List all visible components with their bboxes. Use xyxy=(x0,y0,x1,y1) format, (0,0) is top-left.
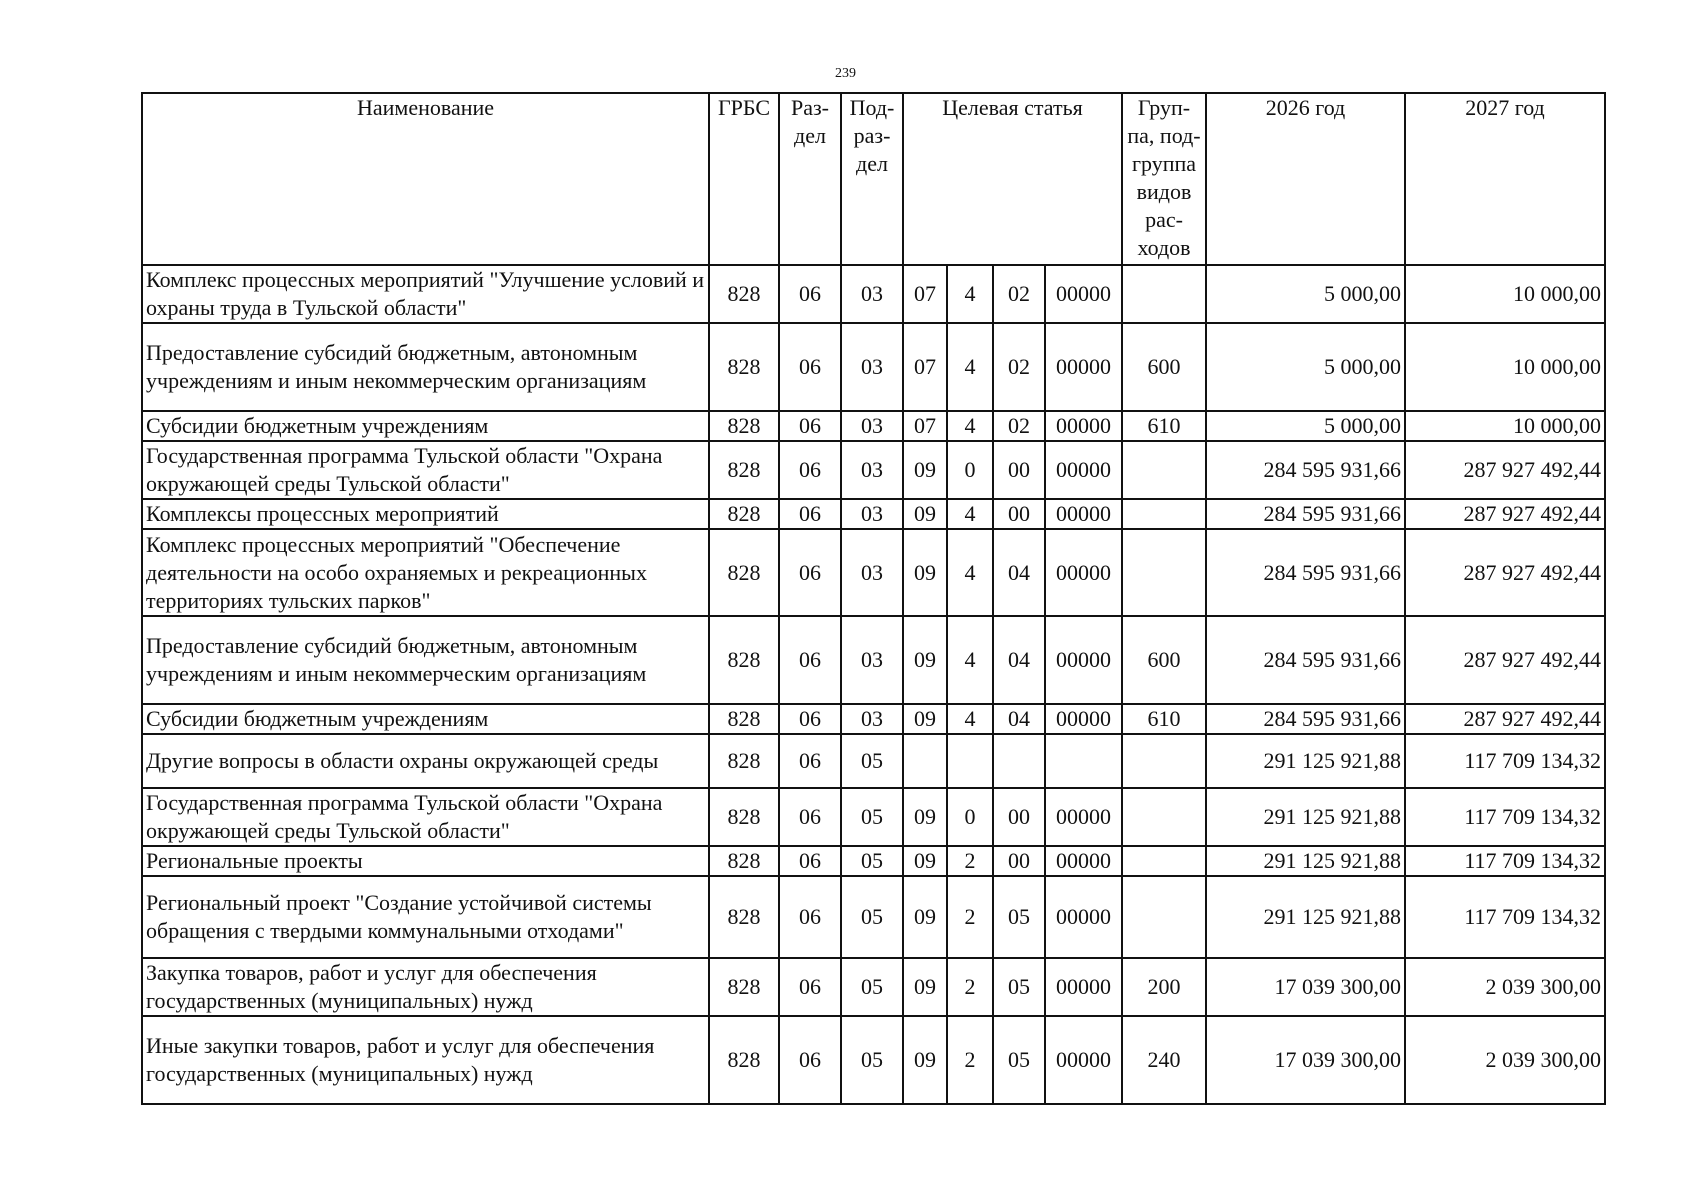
row-podrazdel: 05 xyxy=(841,788,903,846)
row-expense-group xyxy=(1122,499,1206,529)
row-expense-group: 600 xyxy=(1122,616,1206,704)
row-razdel: 06 xyxy=(779,734,841,788)
row-razdel: 06 xyxy=(779,788,841,846)
row-target-subprogram: 04 xyxy=(993,616,1045,704)
row-target-subprogram: 05 xyxy=(993,1016,1045,1104)
row-target-subprogram xyxy=(993,734,1045,788)
row-target-direction: 00000 xyxy=(1045,704,1122,734)
row-target-type: 4 xyxy=(947,529,993,616)
row-grbs: 828 xyxy=(709,788,779,846)
row-amount-2027: 117 709 134,32 xyxy=(1405,788,1605,846)
row-target-program: 09 xyxy=(903,529,947,616)
row-podrazdel: 05 xyxy=(841,734,903,788)
row-grbs: 828 xyxy=(709,958,779,1016)
row-grbs: 828 xyxy=(709,441,779,499)
row-target-subprogram: 02 xyxy=(993,411,1045,441)
header-expense-group: Груп- па, под- группа видов рас- ходов xyxy=(1122,93,1206,265)
row-podrazdel: 05 xyxy=(841,876,903,958)
row-target-subprogram: 00 xyxy=(993,441,1045,499)
row-podrazdel: 03 xyxy=(841,265,903,323)
row-amount-2026: 17 039 300,00 xyxy=(1206,1016,1405,1104)
row-grbs: 828 xyxy=(709,616,779,704)
row-target-subprogram: 04 xyxy=(993,704,1045,734)
row-target-type: 0 xyxy=(947,441,993,499)
row-target-program: 09 xyxy=(903,788,947,846)
row-amount-2027: 287 927 492,44 xyxy=(1405,529,1605,616)
row-name: Предоставление субсидий бюджетным, автономным учреждениям и иным некоммерческим организациям xyxy=(142,323,709,411)
row-name: Закупка товаров, работ и услуг для обеспечения государственных (муниципальных) нужд xyxy=(142,958,709,1016)
row-podrazdel: 03 xyxy=(841,529,903,616)
row-target-direction: 00000 xyxy=(1045,788,1122,846)
row-amount-2026: 291 125 921,88 xyxy=(1206,846,1405,876)
row-target-type: 4 xyxy=(947,265,993,323)
row-expense-group xyxy=(1122,734,1206,788)
row-target-direction xyxy=(1045,734,1122,788)
table-row xyxy=(142,265,1605,323)
table-row xyxy=(142,846,1605,876)
row-razdel: 06 xyxy=(779,876,841,958)
row-grbs: 828 xyxy=(709,1016,779,1104)
row-podrazdel: 03 xyxy=(841,704,903,734)
row-amount-2026: 284 595 931,66 xyxy=(1206,529,1405,616)
row-podrazdel: 05 xyxy=(841,1016,903,1104)
row-target-type: 4 xyxy=(947,323,993,411)
row-target-program: 09 xyxy=(903,876,947,958)
row-target-direction: 00000 xyxy=(1045,958,1122,1016)
row-grbs: 828 xyxy=(709,704,779,734)
row-amount-2026: 284 595 931,66 xyxy=(1206,616,1405,704)
row-target-direction: 00000 xyxy=(1045,441,1122,499)
row-target-subprogram: 04 xyxy=(993,529,1045,616)
table-row xyxy=(142,499,1605,529)
table-row xyxy=(142,411,1605,441)
row-razdel: 06 xyxy=(779,265,841,323)
row-target-direction: 00000 xyxy=(1045,499,1122,529)
row-expense-group: 200 xyxy=(1122,958,1206,1016)
row-target-direction: 00000 xyxy=(1045,411,1122,441)
row-grbs: 828 xyxy=(709,846,779,876)
header-target-article: Целевая статья xyxy=(903,93,1122,265)
row-target-program: 09 xyxy=(903,616,947,704)
header-grbs: ГРБС xyxy=(709,93,779,265)
table-row xyxy=(142,704,1605,734)
header-year-2027: 2027 год xyxy=(1405,93,1605,265)
table-row xyxy=(142,1016,1605,1104)
row-grbs: 828 xyxy=(709,265,779,323)
row-razdel: 06 xyxy=(779,958,841,1016)
row-target-subprogram: 00 xyxy=(993,788,1045,846)
row-amount-2026: 284 595 931,66 xyxy=(1206,441,1405,499)
row-name: Комплекс процессных мероприятий "Улучшение условий и охраны труда в Тульской области" xyxy=(142,265,709,323)
row-target-program: 09 xyxy=(903,441,947,499)
row-amount-2027: 10 000,00 xyxy=(1405,411,1605,441)
row-target-direction: 00000 xyxy=(1045,1016,1122,1104)
row-amount-2027: 10 000,00 xyxy=(1405,265,1605,323)
row-name: Иные закупки товаров, работ и услуг для обеспечения государственных (муниципальных) нужд xyxy=(142,1016,709,1104)
row-target-program: 07 xyxy=(903,323,947,411)
row-name: Государственная программа Тульской области "Охрана окружающей среды Тульской области" xyxy=(142,441,709,499)
row-target-direction: 00000 xyxy=(1045,876,1122,958)
row-expense-group: 610 xyxy=(1122,704,1206,734)
row-razdel: 06 xyxy=(779,441,841,499)
row-amount-2026: 284 595 931,66 xyxy=(1206,499,1405,529)
row-target-subprogram: 02 xyxy=(993,323,1045,411)
budget-table xyxy=(141,92,1606,1105)
row-amount-2027: 117 709 134,32 xyxy=(1405,734,1605,788)
table-row xyxy=(142,529,1605,616)
table-row xyxy=(142,323,1605,411)
row-target-program: 07 xyxy=(903,265,947,323)
table-row xyxy=(142,616,1605,704)
row-name: Комплексы процессных мероприятий xyxy=(142,499,709,529)
row-podrazdel: 05 xyxy=(841,958,903,1016)
row-target-type: 0 xyxy=(947,788,993,846)
table-row xyxy=(142,441,1605,499)
header-razdel: Раз- дел xyxy=(779,93,841,265)
row-target-type: 4 xyxy=(947,616,993,704)
row-target-program: 07 xyxy=(903,411,947,441)
row-expense-group xyxy=(1122,529,1206,616)
row-grbs: 828 xyxy=(709,876,779,958)
row-grbs: 828 xyxy=(709,734,779,788)
row-target-subprogram: 00 xyxy=(993,846,1045,876)
row-amount-2027: 287 927 492,44 xyxy=(1405,441,1605,499)
row-expense-group: 240 xyxy=(1122,1016,1206,1104)
row-amount-2027: 117 709 134,32 xyxy=(1405,846,1605,876)
row-name: Комплекс процессных мероприятий "Обеспечение деятельности на особо охраняемых и рекреационных территориях тульских парков" xyxy=(142,529,709,616)
row-name: Предоставление субсидий бюджетным, автономным учреждениям и иным некоммерческим организациям xyxy=(142,616,709,704)
row-target-direction: 00000 xyxy=(1045,529,1122,616)
row-grbs: 828 xyxy=(709,323,779,411)
row-target-type: 2 xyxy=(947,958,993,1016)
row-razdel: 06 xyxy=(779,704,841,734)
table-row xyxy=(142,788,1605,846)
row-target-program: 09 xyxy=(903,499,947,529)
row-razdel: 06 xyxy=(779,529,841,616)
row-target-subprogram: 05 xyxy=(993,958,1045,1016)
row-name: Субсидии бюджетным учреждениям xyxy=(142,411,709,441)
row-amount-2027: 287 927 492,44 xyxy=(1405,616,1605,704)
row-target-program: 09 xyxy=(903,704,947,734)
row-amount-2026: 291 125 921,88 xyxy=(1206,876,1405,958)
row-grbs: 828 xyxy=(709,411,779,441)
row-razdel: 06 xyxy=(779,411,841,441)
row-expense-group xyxy=(1122,265,1206,323)
row-target-type: 2 xyxy=(947,1016,993,1104)
row-amount-2027: 287 927 492,44 xyxy=(1405,499,1605,529)
row-name: Государственная программа Тульской области "Охрана окружающей среды Тульской области" xyxy=(142,788,709,846)
row-target-subprogram: 00 xyxy=(993,499,1045,529)
row-expense-group xyxy=(1122,788,1206,846)
row-grbs: 828 xyxy=(709,529,779,616)
row-amount-2027: 2 039 300,00 xyxy=(1405,958,1605,1016)
row-razdel: 06 xyxy=(779,616,841,704)
row-amount-2027: 2 039 300,00 xyxy=(1405,1016,1605,1104)
row-podrazdel: 03 xyxy=(841,441,903,499)
row-expense-group: 600 xyxy=(1122,323,1206,411)
table-body xyxy=(142,265,1605,1104)
row-target-type: 2 xyxy=(947,846,993,876)
row-amount-2026: 291 125 921,88 xyxy=(1206,788,1405,846)
row-target-program: 09 xyxy=(903,1016,947,1104)
table-row xyxy=(142,876,1605,958)
row-name: Субсидии бюджетным учреждениям xyxy=(142,704,709,734)
header-year-2026: 2026 год xyxy=(1206,93,1405,265)
row-amount-2026: 284 595 931,66 xyxy=(1206,704,1405,734)
row-target-subprogram: 05 xyxy=(993,876,1045,958)
row-target-program: 09 xyxy=(903,846,947,876)
header-podrazdel: Под- раз- дел xyxy=(841,93,903,265)
row-podrazdel: 03 xyxy=(841,411,903,441)
row-grbs: 828 xyxy=(709,499,779,529)
row-amount-2026: 5 000,00 xyxy=(1206,411,1405,441)
row-amount-2026: 17 039 300,00 xyxy=(1206,958,1405,1016)
page-number: 239 xyxy=(835,66,856,81)
row-amount-2026: 5 000,00 xyxy=(1206,265,1405,323)
row-expense-group xyxy=(1122,876,1206,958)
header-name: Наименование xyxy=(142,93,709,265)
row-razdel: 06 xyxy=(779,323,841,411)
row-target-type: 4 xyxy=(947,411,993,441)
row-target-type: 4 xyxy=(947,499,993,529)
row-razdel: 06 xyxy=(779,499,841,529)
row-name: Региональный проект "Создание устойчивой системы обращения с твердыми коммунальными отходами" xyxy=(142,876,709,958)
row-razdel: 06 xyxy=(779,846,841,876)
row-podrazdel: 03 xyxy=(841,323,903,411)
row-podrazdel: 05 xyxy=(841,846,903,876)
row-expense-group: 610 xyxy=(1122,411,1206,441)
row-name: Региональные проекты xyxy=(142,846,709,876)
row-target-direction: 00000 xyxy=(1045,265,1122,323)
row-amount-2027: 10 000,00 xyxy=(1405,323,1605,411)
row-target-subprogram: 02 xyxy=(993,265,1045,323)
row-podrazdel: 03 xyxy=(841,499,903,529)
row-amount-2026: 291 125 921,88 xyxy=(1206,734,1405,788)
row-amount-2027: 287 927 492,44 xyxy=(1405,704,1605,734)
table-row xyxy=(142,958,1605,1016)
table-header-row xyxy=(142,93,1605,265)
row-target-program xyxy=(903,734,947,788)
row-expense-group xyxy=(1122,441,1206,499)
table-row xyxy=(142,734,1605,788)
row-target-type: 4 xyxy=(947,704,993,734)
row-target-type xyxy=(947,734,993,788)
row-target-direction: 00000 xyxy=(1045,846,1122,876)
row-amount-2026: 5 000,00 xyxy=(1206,323,1405,411)
row-target-type: 2 xyxy=(947,876,993,958)
row-target-program: 09 xyxy=(903,958,947,1016)
row-amount-2027: 117 709 134,32 xyxy=(1405,876,1605,958)
row-target-direction: 00000 xyxy=(1045,323,1122,411)
row-name: Другие вопросы в области охраны окружающей среды xyxy=(142,734,709,788)
row-podrazdel: 03 xyxy=(841,616,903,704)
row-target-direction: 00000 xyxy=(1045,616,1122,704)
row-razdel: 06 xyxy=(779,1016,841,1104)
row-expense-group xyxy=(1122,846,1206,876)
